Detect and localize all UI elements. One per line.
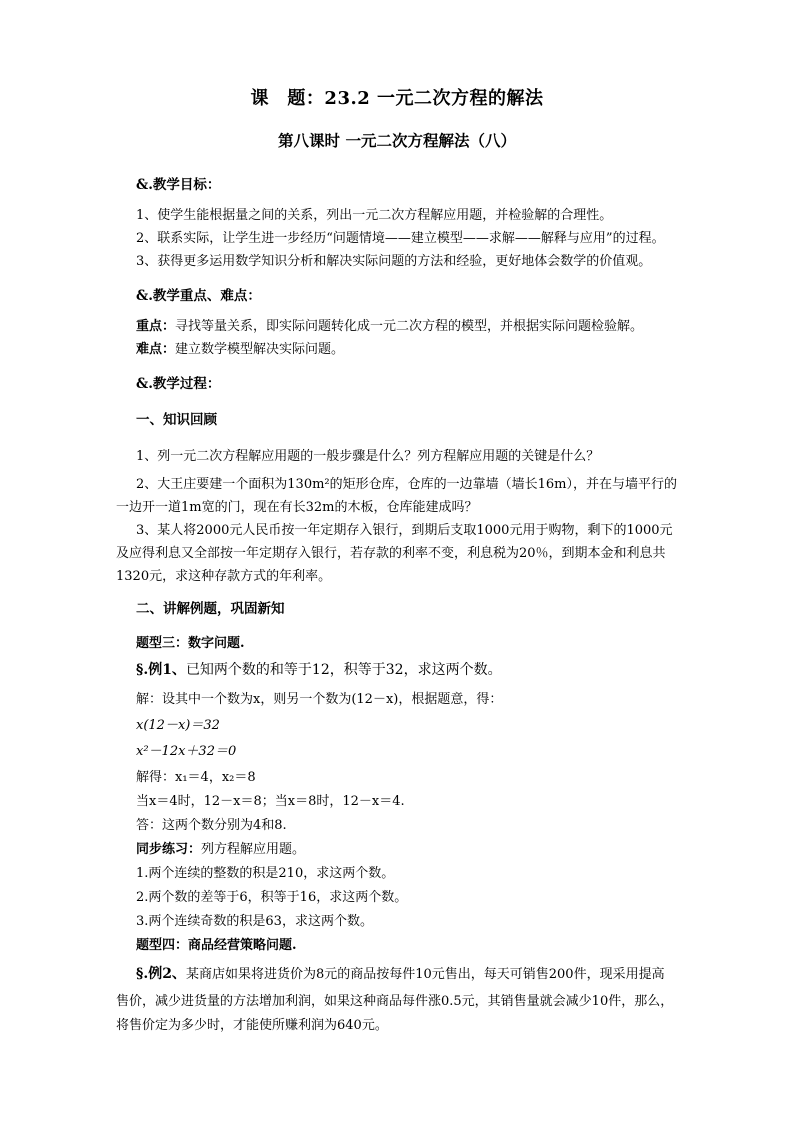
- practice-text: 列方程解应用题。: [201, 842, 306, 857]
- example1-line: [136, 663, 502, 677]
- example1-text: 已知两个数的和等于12，积等于32，求这两个数。: [185, 662, 502, 678]
- review-question: 1320元，求这种存款方式的年利率。: [116, 569, 332, 584]
- goal-item: 3、获得更多运用数学知识分析和解决实际问题的方法和经验，更好地体会数学的价值观。: [136, 254, 652, 269]
- difficulty-text: 建立数学模型解决实际问题。: [175, 342, 345, 357]
- page-title: 课 题：23.2 一元二次方程的解法: [250, 88, 544, 109]
- practice-line: [136, 843, 305, 856]
- solution-intro: 解：设其中一个数为x，则另一个数为(12－x)，根据题意，得：: [136, 692, 503, 707]
- review-question: 一边开一道1m宽的门，现在有长32m的木板，仓库能建成吗？: [116, 500, 478, 515]
- type3-heading: 题型三：数字问题.: [136, 636, 245, 651]
- review-question: 2、大王庄要建一个面积为130m²的矩形仓库，仓库的一边靠墙（墙长16m），并在与墙平行的: [136, 477, 677, 492]
- difficulty-label: 难点：: [136, 342, 176, 357]
- practice-item: 3.两个连续奇数的积是63，求这两个数。: [136, 914, 373, 929]
- example2-line: [136, 967, 665, 981]
- practice-item: 2.两个数的差等于6，积等于16，求这两个数。: [136, 890, 408, 905]
- check-line: 当x＝4时，12－x＝8；当x＝8时，12－x＝4.: [136, 794, 405, 809]
- examples-heading: 二、讲解例题，巩固新知: [136, 601, 285, 617]
- focus-label: 重点：: [136, 319, 176, 334]
- page-subtitle: 第八课时 一元二次方程解法（八）: [278, 131, 516, 150]
- process-heading: &.教学过程：: [136, 376, 221, 392]
- example2-text: 某商店如果将进货价为8元的商品按每件10元售出，每天可销售200件，现采用提高: [185, 967, 665, 982]
- practice-label: 同步练习：: [136, 842, 202, 857]
- focus-text: 寻找等量关系，即实际问题转化成一元二次方程的模型，并根据实际问题检验解。: [175, 319, 644, 334]
- review-question: 1、列一元二次方程解应用题的一般步骤是什么？列方程解应用题的关键是什么？: [136, 449, 600, 464]
- example2-text: 售价，减少进货量的方法增加利润，如果这种商品每件涨0.5元，其销售量就会减少10件，那么，: [116, 994, 674, 1009]
- keypoints-heading: &.教学重点、难点：: [136, 288, 261, 304]
- example2-text: 将售价定为多少时，才能使所赚利润为640元。: [116, 1018, 388, 1033]
- goals-heading: &.教学目标：: [136, 177, 221, 193]
- example2-label: §.例2、: [136, 966, 186, 982]
- focus-line: [136, 320, 643, 333]
- review-question: 3、某人将2000元人民币按一年定期存入银行，到期后支取1000元用于购物，剩下的1000元: [136, 523, 673, 538]
- difficulty-line: [136, 343, 344, 356]
- equation-1: x(12－x)＝32: [136, 718, 220, 733]
- equation-2: x²－12x＋32＝0: [136, 744, 237, 759]
- example1-label: §.例1、: [136, 662, 186, 678]
- answer-line: 答：这两个数分别为4和8.: [136, 818, 287, 833]
- type4-heading: 题型四：商品经营策略问题.: [136, 938, 297, 953]
- review-heading: 一、知识回顾: [136, 412, 217, 428]
- goal-item: 1、使学生能根据量之间的关系，列出一元二次方程解应用题，并检验解的合理性。: [136, 208, 613, 223]
- goal-item: 2、联系实际，让学生进一步经历“问题情境——建立模型——求解——解释与应用”的过程。: [136, 231, 665, 246]
- review-question: 及应得利息又全部按一年定期存入银行，若存款的利率不变，利息税为20％，到期本金和利息共: [116, 546, 666, 561]
- roots-line: 解得：x₁＝4，x₂＝8: [136, 770, 256, 785]
- practice-item: 1.两个连续的整数的积是210，求这两个数。: [136, 866, 395, 881]
